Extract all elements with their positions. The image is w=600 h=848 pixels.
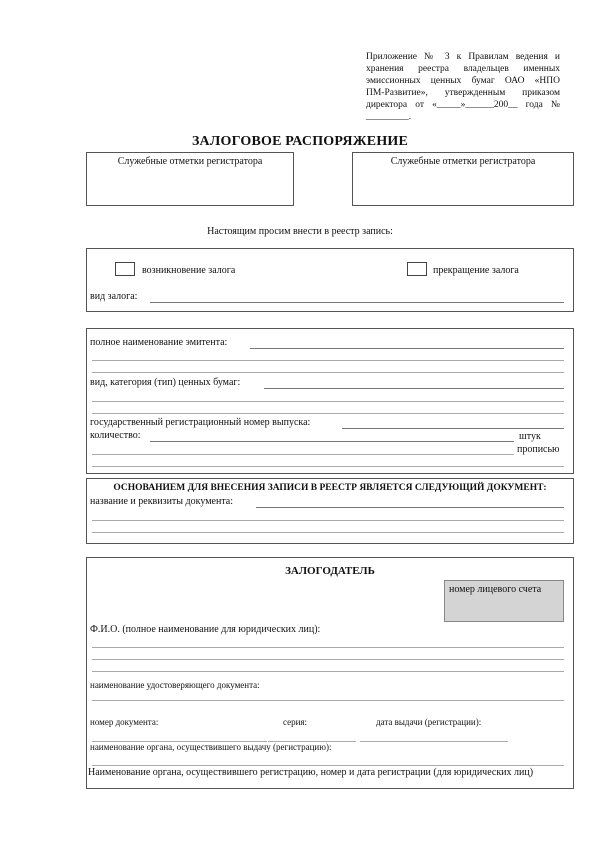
appendix-line: ПМ-Развитие», утвержденным приказом: [366, 88, 560, 98]
pledgor-name-label: Ф.И.О. (полное наименование для юридических лиц):: [90, 624, 321, 635]
quantity-label: количество:: [90, 430, 141, 441]
pledge-kind-label: вид залога:: [90, 291, 138, 302]
issue-date-field[interactable]: [360, 741, 508, 742]
appendix-line: _________.: [366, 112, 412, 122]
id-document-label: наименование удостоверяющего документа:: [90, 680, 260, 690]
in-words-label: прописью: [517, 444, 560, 455]
securities-category-label: вид, категория (тип) ценных бумаг:: [90, 377, 241, 388]
issuer-name-field[interactable]: [250, 348, 564, 349]
pledge-kind-field[interactable]: [150, 302, 564, 303]
appendix-line: Приложение № 3 к Правилам ведения и: [366, 52, 560, 62]
appendix-note: [366, 51, 560, 123]
registrar-marks-label: Служебные отметки регистратора: [117, 156, 263, 167]
quantity-field[interactable]: [150, 441, 514, 442]
issue-date-label: дата выдачи (регистрации):: [376, 717, 482, 727]
basis-heading: ОСНОВАНИЕМ ДЛЯ ВНЕСЕНИЯ ЗАПИСИ В РЕЕСТР ЯВЛЯЕТСЯ СЛЕДУЮЩИЙ ДОКУМЕНТ:: [113, 483, 547, 493]
document-number-label: номер документа:: [90, 717, 159, 727]
securities-category-field-line[interactable]: [92, 401, 564, 402]
registrar-marks-box-right[interactable]: [352, 152, 574, 206]
id-document-field[interactable]: [92, 700, 564, 701]
page-title: ЗАЛОГОВОЕ РАСПОРЯЖЕНИЕ: [191, 134, 409, 149]
issuer-name-label: полное наименование эмитента:: [90, 337, 228, 348]
appendix-line: директора от «_____»______200__ года №: [366, 100, 560, 110]
pledge-terminate-label: прекращение залога: [433, 265, 519, 276]
quantity-words-field[interactable]: [92, 454, 514, 455]
appendix-line: хранения реестра владельцев именных: [366, 64, 560, 74]
quantity-words-field-line[interactable]: [92, 466, 564, 467]
pieces-label: штук: [519, 431, 541, 442]
registration-number-label: государственный регистрационный номер выпуска:: [90, 417, 311, 428]
pledgor-name-field[interactable]: [92, 647, 564, 648]
issuing-authority-field[interactable]: [92, 765, 564, 766]
pledgor-heading: ЗАЛОГОДАТЕЛЬ: [285, 565, 375, 577]
registration-number-field[interactable]: [342, 428, 564, 429]
basis-document-field-line[interactable]: [92, 520, 564, 521]
registrar-marks-label: Служебные отметки регистратора: [390, 156, 536, 167]
registration-authority-label: Наименование органа, осуществившего регистрацию, номер и дата регистрации (для юридических лиц): [88, 767, 534, 778]
basis-document-field-line[interactable]: [92, 532, 564, 533]
basis-document-field[interactable]: [256, 507, 564, 508]
pledge-terminate-checkbox[interactable]: [407, 262, 427, 276]
issuer-name-field-line[interactable]: [92, 360, 564, 361]
pledge-create-label: возникновение залога: [142, 265, 236, 276]
request-text: Настоящим просим внести в реестр запись:: [207, 226, 393, 237]
securities-category-field-line[interactable]: [92, 413, 564, 414]
issuer-name-field-line[interactable]: [92, 372, 564, 373]
account-number-label: номер лицевого счета: [449, 584, 542, 595]
account-number-box[interactable]: [444, 580, 564, 622]
series-label: серия:: [283, 717, 308, 727]
basis-document-label: название и реквизиты документа:: [90, 496, 234, 507]
registrar-marks-box-left[interactable]: [86, 152, 294, 206]
pledge-create-checkbox[interactable]: [115, 262, 135, 276]
pledgor-name-field-line[interactable]: [92, 659, 564, 660]
issuing-authority-label: наименование органа, осуществившего выдачу (регистрацию):: [90, 742, 332, 752]
pledgor-name-field-line[interactable]: [92, 671, 564, 672]
appendix-line: эмиссионных ценных бумаг ОАО «НПО: [366, 76, 560, 86]
securities-category-field[interactable]: [264, 388, 564, 389]
